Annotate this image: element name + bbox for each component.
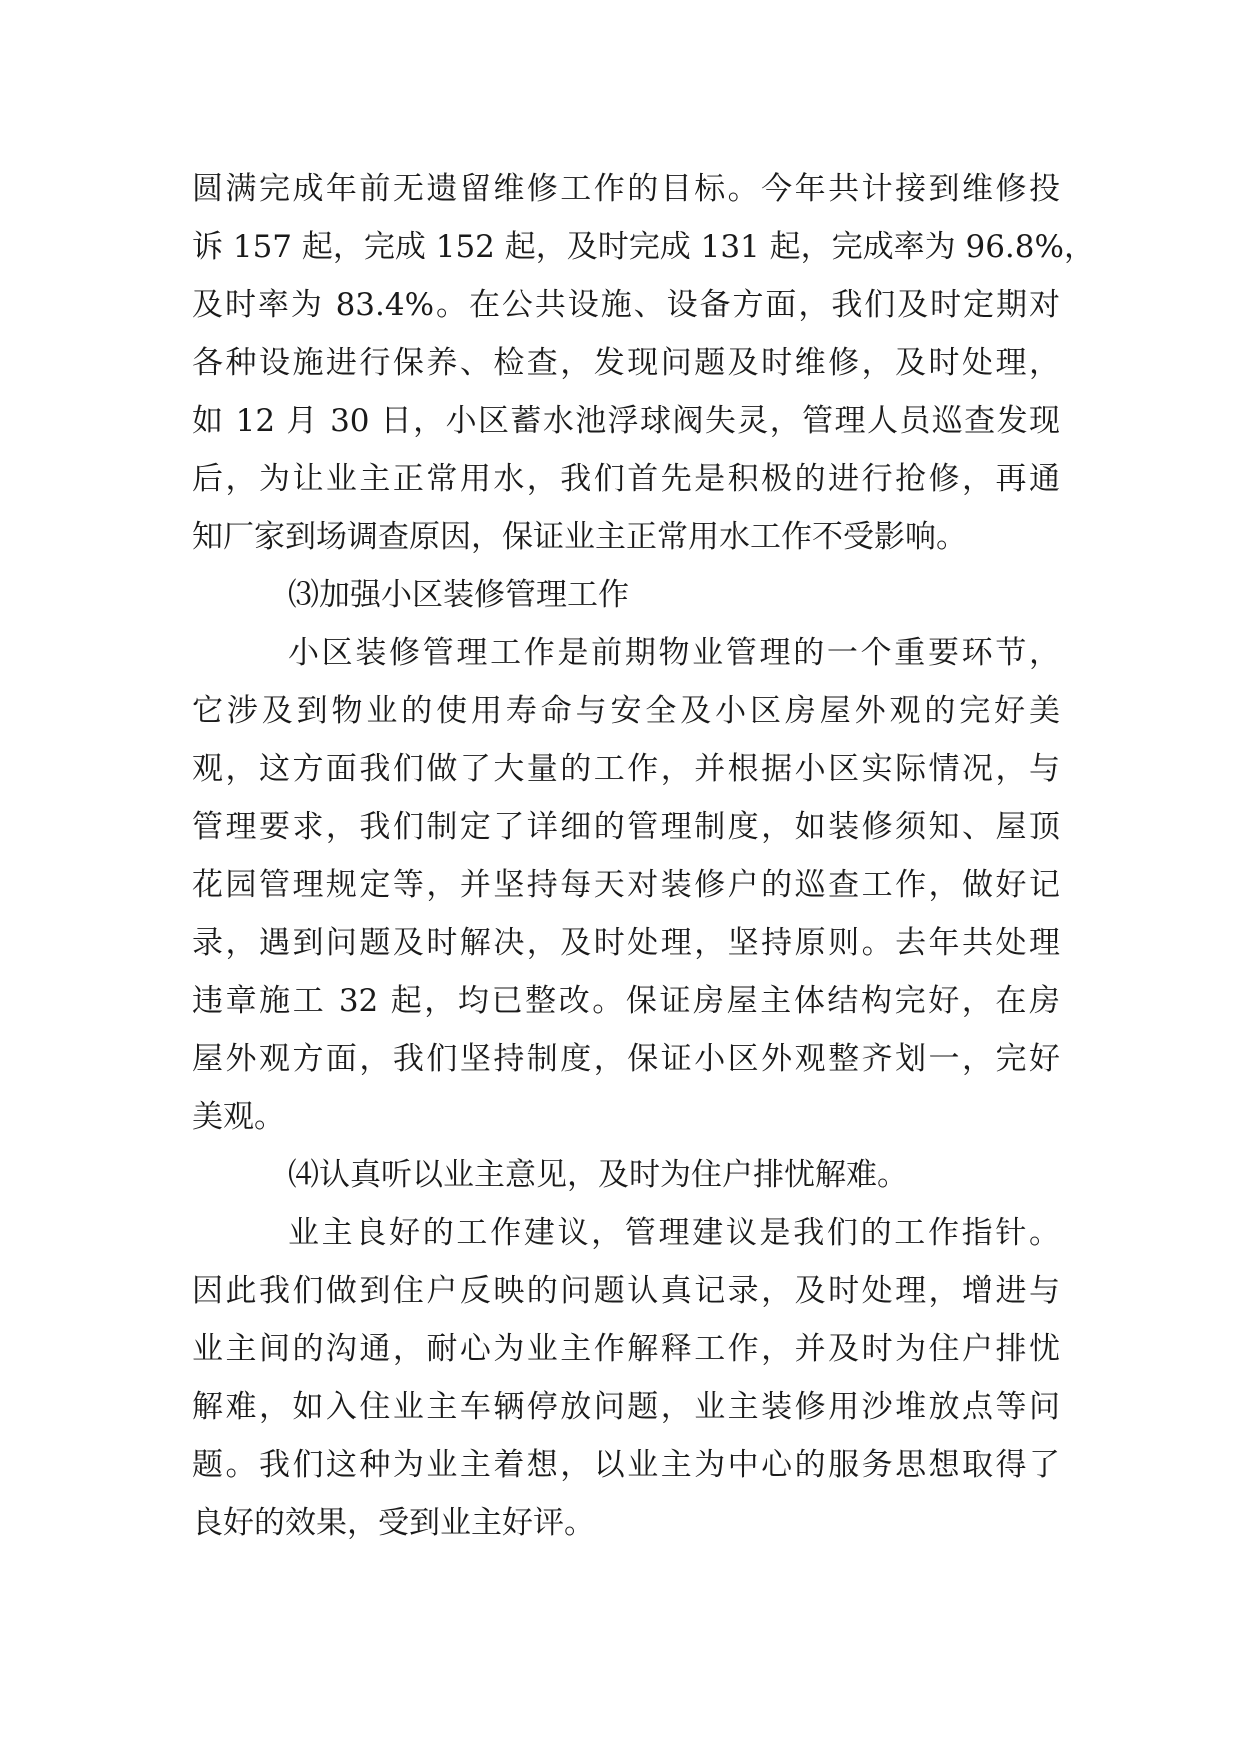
text-line: 各种设施进行保养、检查，发现问题及时维修，及时处理， <box>192 345 1060 381</box>
text-line: 解难，如入住业主车辆停放问题，业主装修用沙堆放点等问 <box>192 1389 1060 1425</box>
text-line: 因此我们做到住户反映的问题认真记录，及时处理，增进与 <box>192 1273 1060 1309</box>
text-line: 花园管理规定等，并坚持每天对装修户的巡查工作，做好记 <box>192 867 1060 903</box>
paragraph-owner-feedback <box>192 1204 1060 1552</box>
text-line: 业主良好的工作建议，管理建议是我们的工作指针。 <box>288 1215 1060 1251</box>
text-line: 小区装修管理工作是前期物业管理的一个重要环节， <box>288 635 1060 671</box>
section-heading-4: ⑷认真听以业主意见，及时为住户排忧解难。 <box>288 1157 908 1193</box>
paragraph-maintenance <box>192 160 1095 566</box>
text-line: 违章施工 32 起，均已整改。保证房屋主体结构完好，在房 <box>192 983 1060 1019</box>
text-line: 观，这方面我们做了大量的工作，并根据小区实际情况，与 <box>192 751 1060 787</box>
text-line: 题。我们这种为业主着想，以业主为中心的服务思想取得了 <box>192 1447 1060 1483</box>
paragraph-renovation <box>192 624 1060 1146</box>
section-heading-3: ⑶加强小区装修管理工作 <box>288 577 629 613</box>
text-line: 后，为让业主正常用水，我们首先是积极的进行抢修，再通 <box>192 461 1060 497</box>
text-line: 录，遇到问题及时解决，及时处理，坚持原则。去年共处理 <box>192 925 1060 961</box>
text-line: 美观。 <box>192 1099 285 1135</box>
text-line: 它涉及到物业的使用寿命与安全及小区房屋外观的完好美 <box>192 693 1060 729</box>
text-line: 屋外观方面，我们坚持制度，保证小区外观整齐划一，完好 <box>192 1041 1060 1077</box>
text-line: 良好的效果，受到业主好评。 <box>192 1505 595 1541</box>
text-line: 如 12 月 30 日，小区蓄水池浮球阀失灵，管理人员巡查发现 <box>192 403 1060 439</box>
text-line: 管理要求，我们制定了详细的管理制度，如装修须知、屋顶 <box>192 809 1060 845</box>
text-line: 业主间的沟通，耐心为业主作解释工作，并及时为住户排忧 <box>192 1331 1060 1367</box>
text-line: 诉 157 起，完成 152 起，及时完成 131 起，完成率为 96.8%， <box>192 229 1095 265</box>
text-line: 圆满完成年前无遗留维修工作的目标。今年共计接到维修投 <box>192 171 1060 207</box>
text-line: 知厂家到场调查原因，保证业主正常用水工作不受影响。 <box>192 519 967 555</box>
text-line: 及时率为 83.4%。在公共设施、设备方面，我们及时定期对 <box>192 287 1060 323</box>
document-body <box>192 160 1095 1552</box>
